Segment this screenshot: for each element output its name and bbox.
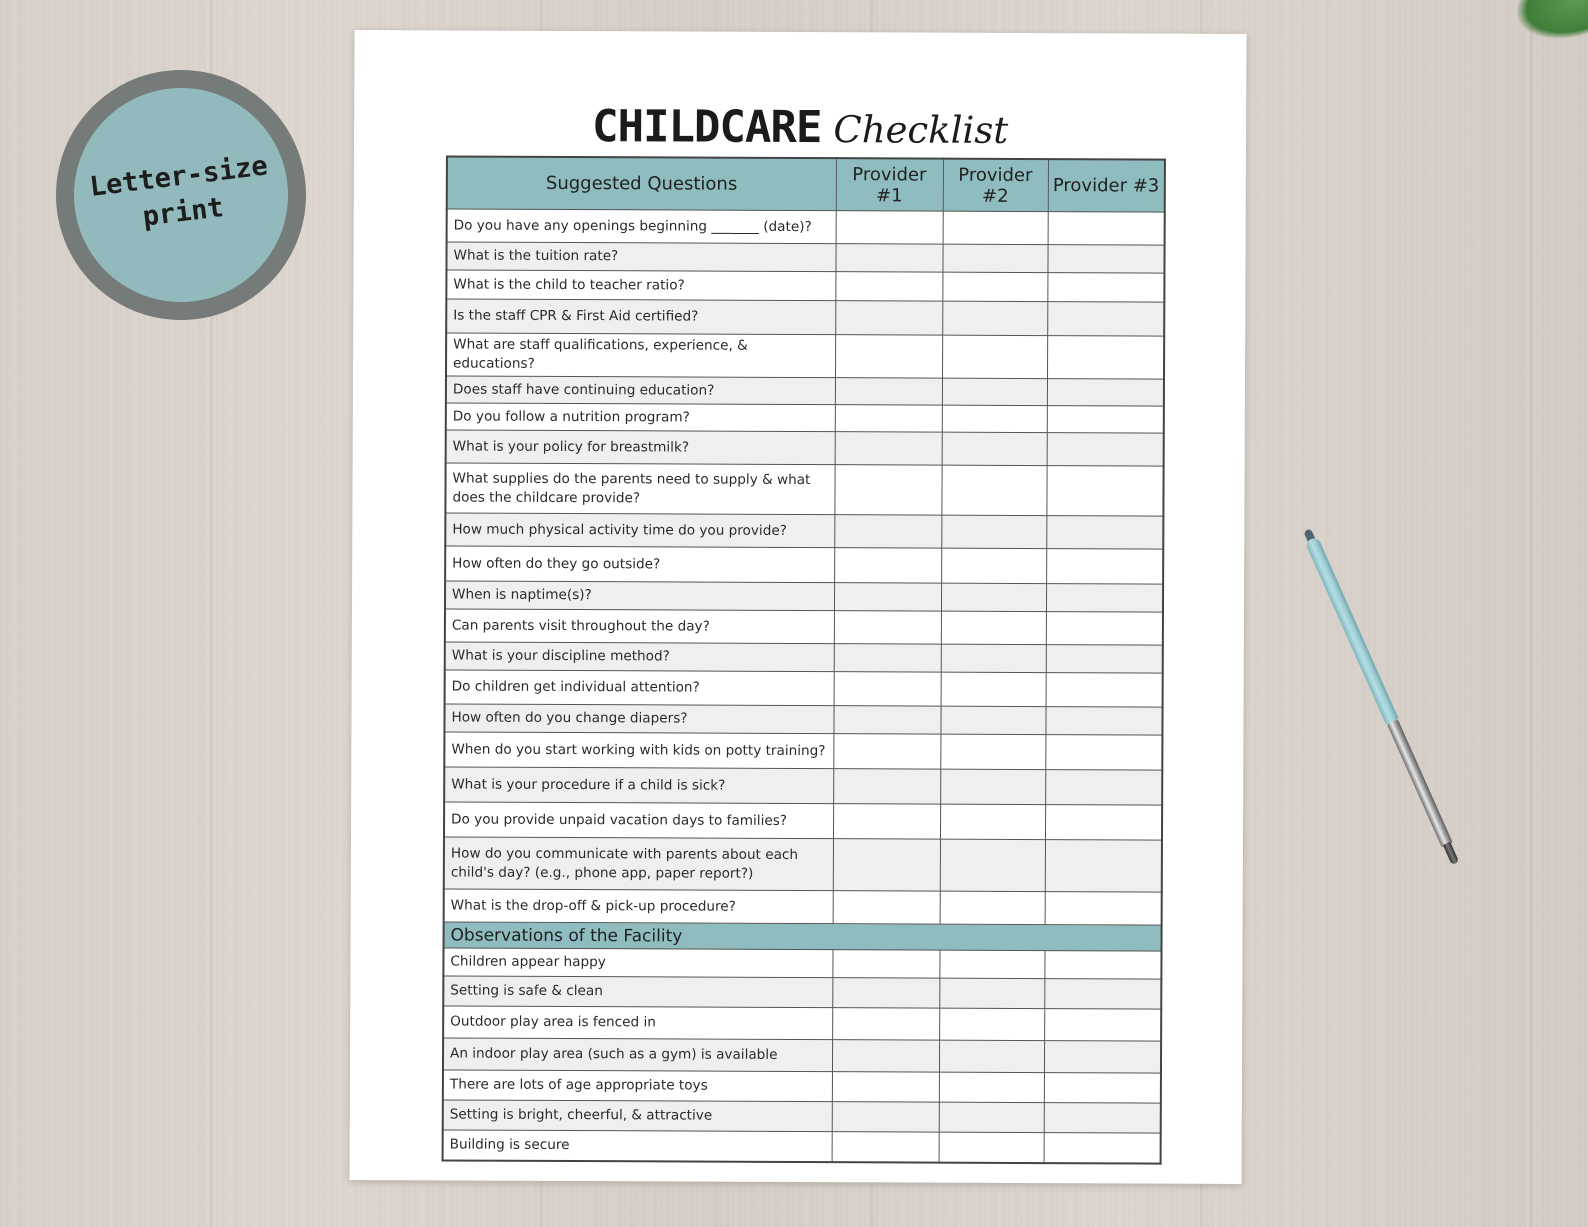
provider-3-cell[interactable] xyxy=(1045,840,1162,893)
question-cell: Children appear happy xyxy=(443,948,832,978)
question-cell: Does staff have continuing education? xyxy=(446,376,835,405)
provider-2-cell[interactable] xyxy=(943,211,1048,244)
provider-1-cell[interactable] xyxy=(835,335,942,378)
provider-1-cell[interactable] xyxy=(834,548,941,583)
provider-1-cell[interactable] xyxy=(835,301,942,335)
question-cell: What is your discipline method? xyxy=(445,642,834,672)
provider-2-cell[interactable] xyxy=(942,244,1047,272)
provider-3-cell[interactable] xyxy=(1047,433,1164,467)
question-cell: Do children get individual attention? xyxy=(445,670,834,706)
table-row xyxy=(443,948,1161,979)
question-cell: What supplies do the parents need to supply & what does the childcare provide? xyxy=(445,463,834,515)
table-row xyxy=(447,209,1165,245)
pen-metal xyxy=(1387,719,1453,847)
question-cell: Is the staff CPR & First Aid certified? xyxy=(446,299,835,335)
provider-3-cell[interactable] xyxy=(1045,770,1162,806)
provider-2-cell[interactable] xyxy=(940,734,1045,769)
table-row xyxy=(444,767,1162,805)
table-header-row xyxy=(447,156,1165,212)
provider-1-cell[interactable] xyxy=(832,1008,939,1040)
provider-1-cell[interactable] xyxy=(835,272,942,301)
question-cell: What is your procedure if a child is sick? xyxy=(444,767,833,804)
provider-2-cell[interactable] xyxy=(941,611,1046,644)
provider-1-cell[interactable] xyxy=(833,804,940,839)
leaf-decoration xyxy=(1511,0,1588,52)
provider-3-cell[interactable] xyxy=(1044,1133,1161,1164)
section-row xyxy=(444,922,1162,951)
pen xyxy=(1301,527,1464,871)
provider-3-cell[interactable] xyxy=(1044,979,1161,1010)
question-cell: When is naptime(s)? xyxy=(445,581,834,611)
provider-3-cell[interactable] xyxy=(1045,707,1162,736)
table-row xyxy=(443,1100,1161,1133)
question-cell: Do you have any openings beginning _______ (date)? xyxy=(447,209,836,244)
provider-3-cell[interactable] xyxy=(1046,584,1163,613)
table-row xyxy=(444,837,1162,892)
provider-2-cell[interactable] xyxy=(941,515,1046,548)
provider-2-cell[interactable] xyxy=(942,432,1047,465)
provider-2-cell[interactable] xyxy=(942,378,1047,405)
provider-1-cell[interactable] xyxy=(834,611,941,644)
question-cell: Do you follow a nutrition program? xyxy=(446,403,835,432)
table-row xyxy=(445,581,1163,612)
page-title xyxy=(354,100,1246,155)
title-script: Checklist xyxy=(833,108,1009,152)
provider-3-cell[interactable] xyxy=(1047,379,1164,407)
table-row xyxy=(445,609,1163,645)
section-title: Observations of the Facility xyxy=(444,922,1162,951)
question-cell: What is the tuition rate? xyxy=(446,242,835,272)
provider-3-cell[interactable] xyxy=(1045,892,1162,926)
provider-2-cell[interactable] xyxy=(942,301,1047,335)
provider-2-cell[interactable] xyxy=(941,583,1046,611)
provider-1-cell[interactable] xyxy=(835,405,942,432)
provider-1-cell[interactable] xyxy=(832,1040,939,1072)
provider-3-cell[interactable] xyxy=(1044,951,1161,980)
provider-1-cell[interactable] xyxy=(834,672,941,706)
question-cell: What is your policy for breastmilk? xyxy=(446,430,835,465)
provider-1-cell[interactable] xyxy=(832,1102,939,1132)
provider-3-cell[interactable] xyxy=(1047,406,1164,434)
provider-3-cell[interactable] xyxy=(1044,1073,1161,1104)
header-provider-1: Provider #1 xyxy=(836,158,943,211)
pen-body xyxy=(1305,536,1399,724)
provider-1-cell[interactable] xyxy=(832,1072,939,1102)
table-row xyxy=(443,1070,1161,1103)
provider-2-cell[interactable] xyxy=(941,465,1046,515)
badge-line-2: print xyxy=(140,192,226,233)
provider-1-cell[interactable] xyxy=(833,839,940,891)
badge-inner xyxy=(62,76,300,314)
provider-1-cell[interactable] xyxy=(835,432,942,465)
table-row xyxy=(446,430,1164,466)
provider-2-cell[interactable] xyxy=(939,1072,1044,1102)
question-cell: Can parents visit throughout the day? xyxy=(445,609,834,644)
table-row xyxy=(443,1006,1161,1041)
table-body xyxy=(443,209,1165,1163)
table-row xyxy=(446,299,1164,336)
provider-3-cell[interactable] xyxy=(1044,1041,1161,1074)
title-main: CHILDCARE xyxy=(591,101,822,154)
provider-2-cell[interactable] xyxy=(942,272,1047,301)
letter-size-badge xyxy=(56,70,306,320)
table-row xyxy=(444,704,1162,735)
provider-2-cell[interactable] xyxy=(939,1102,1044,1132)
provider-3-cell[interactable] xyxy=(1048,212,1165,246)
provider-2-cell[interactable] xyxy=(939,1040,1044,1072)
table-row xyxy=(446,376,1164,406)
header-provider-3: Provider #3 xyxy=(1048,159,1165,212)
provider-3-cell[interactable] xyxy=(1046,673,1163,708)
pen-end xyxy=(1443,842,1459,865)
provider-1-cell[interactable] xyxy=(832,1132,939,1162)
table-row xyxy=(444,889,1162,925)
checklist-page xyxy=(349,30,1246,1184)
provider-1-cell[interactable] xyxy=(833,734,940,769)
table-row xyxy=(445,642,1163,673)
provider-2-cell[interactable] xyxy=(940,891,1045,924)
question-cell: How much physical activity time do you provide? xyxy=(445,513,834,548)
provider-2-cell[interactable] xyxy=(939,978,1044,1008)
provider-3-cell[interactable] xyxy=(1044,1103,1161,1134)
provider-3-cell[interactable] xyxy=(1046,466,1163,517)
provider-2-cell[interactable] xyxy=(940,804,1045,839)
question-cell: When do you start working with kids on potty training? xyxy=(444,732,833,769)
provider-3-cell[interactable] xyxy=(1046,645,1163,674)
provider-2-cell[interactable] xyxy=(940,706,1045,734)
provider-3-cell[interactable] xyxy=(1044,1009,1161,1042)
provider-2-cell[interactable] xyxy=(941,548,1046,583)
question-cell: An indoor play area (such as a gym) is available xyxy=(443,1038,832,1072)
provider-1-cell[interactable] xyxy=(834,583,941,611)
provider-1-cell[interactable] xyxy=(832,978,939,1008)
question-cell: What is the child to teacher ratio? xyxy=(446,270,835,301)
question-cell: How often do they go outside? xyxy=(445,546,834,583)
table-row xyxy=(443,976,1161,1009)
question-cell: Building is secure xyxy=(443,1130,832,1162)
header-questions: Suggested Questions xyxy=(447,156,836,210)
table-row xyxy=(443,1038,1161,1073)
table-row xyxy=(446,270,1164,302)
provider-2-cell[interactable] xyxy=(939,1132,1044,1162)
provider-1-cell[interactable] xyxy=(834,465,941,515)
badge-line-1: Letter-size xyxy=(88,150,270,203)
provider-1-cell[interactable] xyxy=(835,378,942,405)
provider-3-cell[interactable] xyxy=(1045,735,1162,771)
table-row xyxy=(443,1130,1161,1163)
provider-1-cell[interactable] xyxy=(833,769,940,804)
table-row xyxy=(444,732,1162,770)
provider-2-cell[interactable] xyxy=(940,839,1045,891)
provider-2-cell[interactable] xyxy=(940,769,1045,804)
provider-3-cell[interactable] xyxy=(1047,336,1164,380)
question-cell: Setting is bright, cheerful, & attractive xyxy=(443,1100,832,1132)
provider-3-cell[interactable] xyxy=(1046,516,1163,550)
provider-3-cell[interactable] xyxy=(1045,805,1162,841)
header-provider-2: Provider #2 xyxy=(943,159,1048,212)
table-row xyxy=(446,242,1164,273)
question-cell: What are staff qualifications, experience, & educations? xyxy=(446,333,835,378)
provider-1-cell[interactable] xyxy=(834,644,941,672)
question-cell: Do you provide unpaid vacation days to families? xyxy=(444,802,833,839)
provider-2-cell[interactable] xyxy=(941,644,1046,672)
provider-2-cell[interactable] xyxy=(942,405,1047,432)
table-row xyxy=(445,513,1163,549)
provider-1-cell[interactable] xyxy=(835,244,942,272)
question-cell: Setting is safe & clean xyxy=(443,976,832,1008)
checklist-table xyxy=(442,155,1166,1164)
provider-3-cell[interactable] xyxy=(1047,273,1164,303)
provider-1-cell[interactable] xyxy=(833,706,940,734)
provider-3-cell[interactable] xyxy=(1046,612,1163,646)
table-row xyxy=(445,546,1163,584)
provider-3-cell[interactable] xyxy=(1047,302,1164,337)
provider-1-cell[interactable] xyxy=(832,950,939,978)
provider-2-cell[interactable] xyxy=(939,950,1044,978)
provider-3-cell[interactable] xyxy=(1046,549,1163,585)
question-cell: There are lots of age appropriate toys xyxy=(443,1070,832,1102)
question-cell: How often do you change diapers? xyxy=(444,704,833,734)
provider-1-cell[interactable] xyxy=(834,515,941,548)
table-row xyxy=(446,333,1164,379)
question-cell: How do you communicate with parents about each child's day? (e.g., phone app, paper report?) xyxy=(444,837,833,891)
provider-3-cell[interactable] xyxy=(1047,245,1164,274)
table-row xyxy=(444,802,1162,840)
question-cell: Outdoor play area is fenced in xyxy=(443,1006,832,1040)
provider-1-cell[interactable] xyxy=(836,211,943,244)
provider-2-cell[interactable] xyxy=(942,335,1047,378)
question-cell: What is the drop-off & pick-up procedure? xyxy=(444,889,833,924)
table-row xyxy=(446,403,1164,433)
provider-1-cell[interactable] xyxy=(833,891,940,924)
provider-2-cell[interactable] xyxy=(939,1008,1044,1040)
table-row xyxy=(445,670,1163,707)
provider-2-cell[interactable] xyxy=(941,672,1046,706)
table-row xyxy=(445,463,1163,516)
